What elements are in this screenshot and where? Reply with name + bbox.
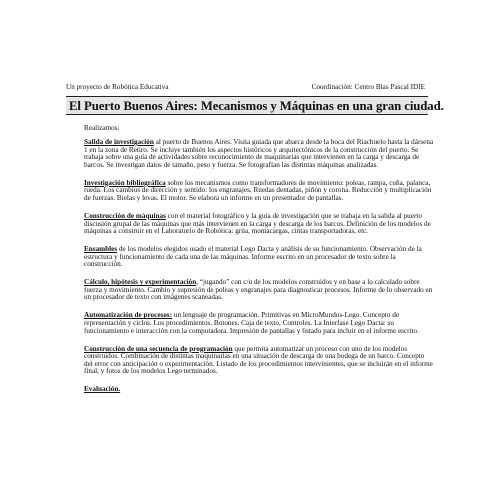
sections-list (84, 139, 434, 394)
section-automatizacion (84, 312, 434, 335)
section-investigacion (84, 180, 434, 203)
evaluation-heading: Evaluación. (84, 385, 121, 394)
page-header (66, 83, 425, 92)
section-heading: Cálculo, hipótesis y experimentación (84, 278, 197, 287)
section-heading: Construcción de máquinas (84, 211, 166, 220)
section-salida (84, 139, 434, 169)
section-heading: Construcción de una secuencia de programación (84, 344, 233, 353)
header-project: Un proyecto de Robótica Educativa (66, 83, 169, 91)
title-box (66, 96, 444, 115)
section-body: al puerto de Buenos Aires. Visita guiada que abarca desde la boca del Riachuelo hasta la dársena 1 en la zona de Retiro. Se incluye también los aspectos históricos y arquitectónicos de la construcción del puerto. Se trabaja sobre una guía de actividades sobre reconocimiento de maquinarias que intervienen en la carga y descarga de barcos. Se investigan datos de tamaño, peso y fuerza. Se fotografían las distintas máquinas analizadas. (84, 138, 434, 169)
section-construccion (84, 213, 434, 236)
section-heading: Ensambles (84, 245, 118, 254)
section-body: de los modelos elegidos usado el material Lego Dacta y análisis de su funcionamiento. Observación de la estructura y funcionamiento de cada una de las máquinas. Informe escrito en un procesador de texto sobre la construcción. (84, 245, 422, 269)
header-coordination: Coordinación: Centro Blas Pascal IDIE (311, 83, 425, 91)
section-ensambles (84, 246, 434, 269)
section-body: , “jugando” con c/u de los modelos construidos y en base a lo calculado sobre fuerza y movimiento. Cambio y supresión de poleas y engranajes para diagnosticar procesos. Informe de lo observado en un procesador de texto con imágenes scaneadas. (84, 278, 433, 302)
section-body: que permita automatizar un proceso con uno de los modelos construidos. Combinación de distintas maquinarias en una situación de descarga de una bodega de un barco. Concepto del error con anticipación o experimentación. Listado de los procedimientos intervinientes, que se incluirán en el informe final, y fotos de los modelos Lego terminados. (84, 344, 433, 376)
section-body: con el material fotográfico y la guía de investigación que se trabaja en la salida al puerto discusión grupal de las máquinas que más intervienen en la carga y descarga de los barcos. Definición de los modelos de máquinas a construir en el Laboratorio de Robótica: grúa, montacargas, cintas transportadoras, etc. (84, 211, 431, 236)
section-secuencia (84, 346, 434, 376)
section-heading: Salida de investigación (84, 138, 154, 146)
intro-text: Realizamos: (84, 124, 120, 132)
section-body: sobre los mecanismos como transformadores de movimiento: poleas, rampa, cuña, palanca, rueda. Los cambios de dirección y sentido: los engranajes, Ruedas dentadas, piñón y corona. Reducción y multiplicación de fuerzas. Bielas y levas. El motor. Se elabora un informe en un presentador de pantallas. (84, 178, 432, 202)
section-body: un lenguaje de programación. Primitivas en MicroMundos-Lego. Concepto de representación y ciclos. Los procedimientos. Botones, Caja de texto, Controles. La Interfase Lego Dacta: su funcionamiento e interacción con la computadora. Impresión de pantallas y listado para incluir en el informe escrito. (84, 311, 419, 335)
section-calculo (84, 279, 434, 302)
section-heading: Automatización de procesos: (84, 311, 173, 320)
section-heading: Investigación bibliográfica (84, 178, 166, 187)
document-title: El Puerto Buenos Aires: Mecanismos y Máquinas en una gran ciudad. (69, 99, 444, 113)
